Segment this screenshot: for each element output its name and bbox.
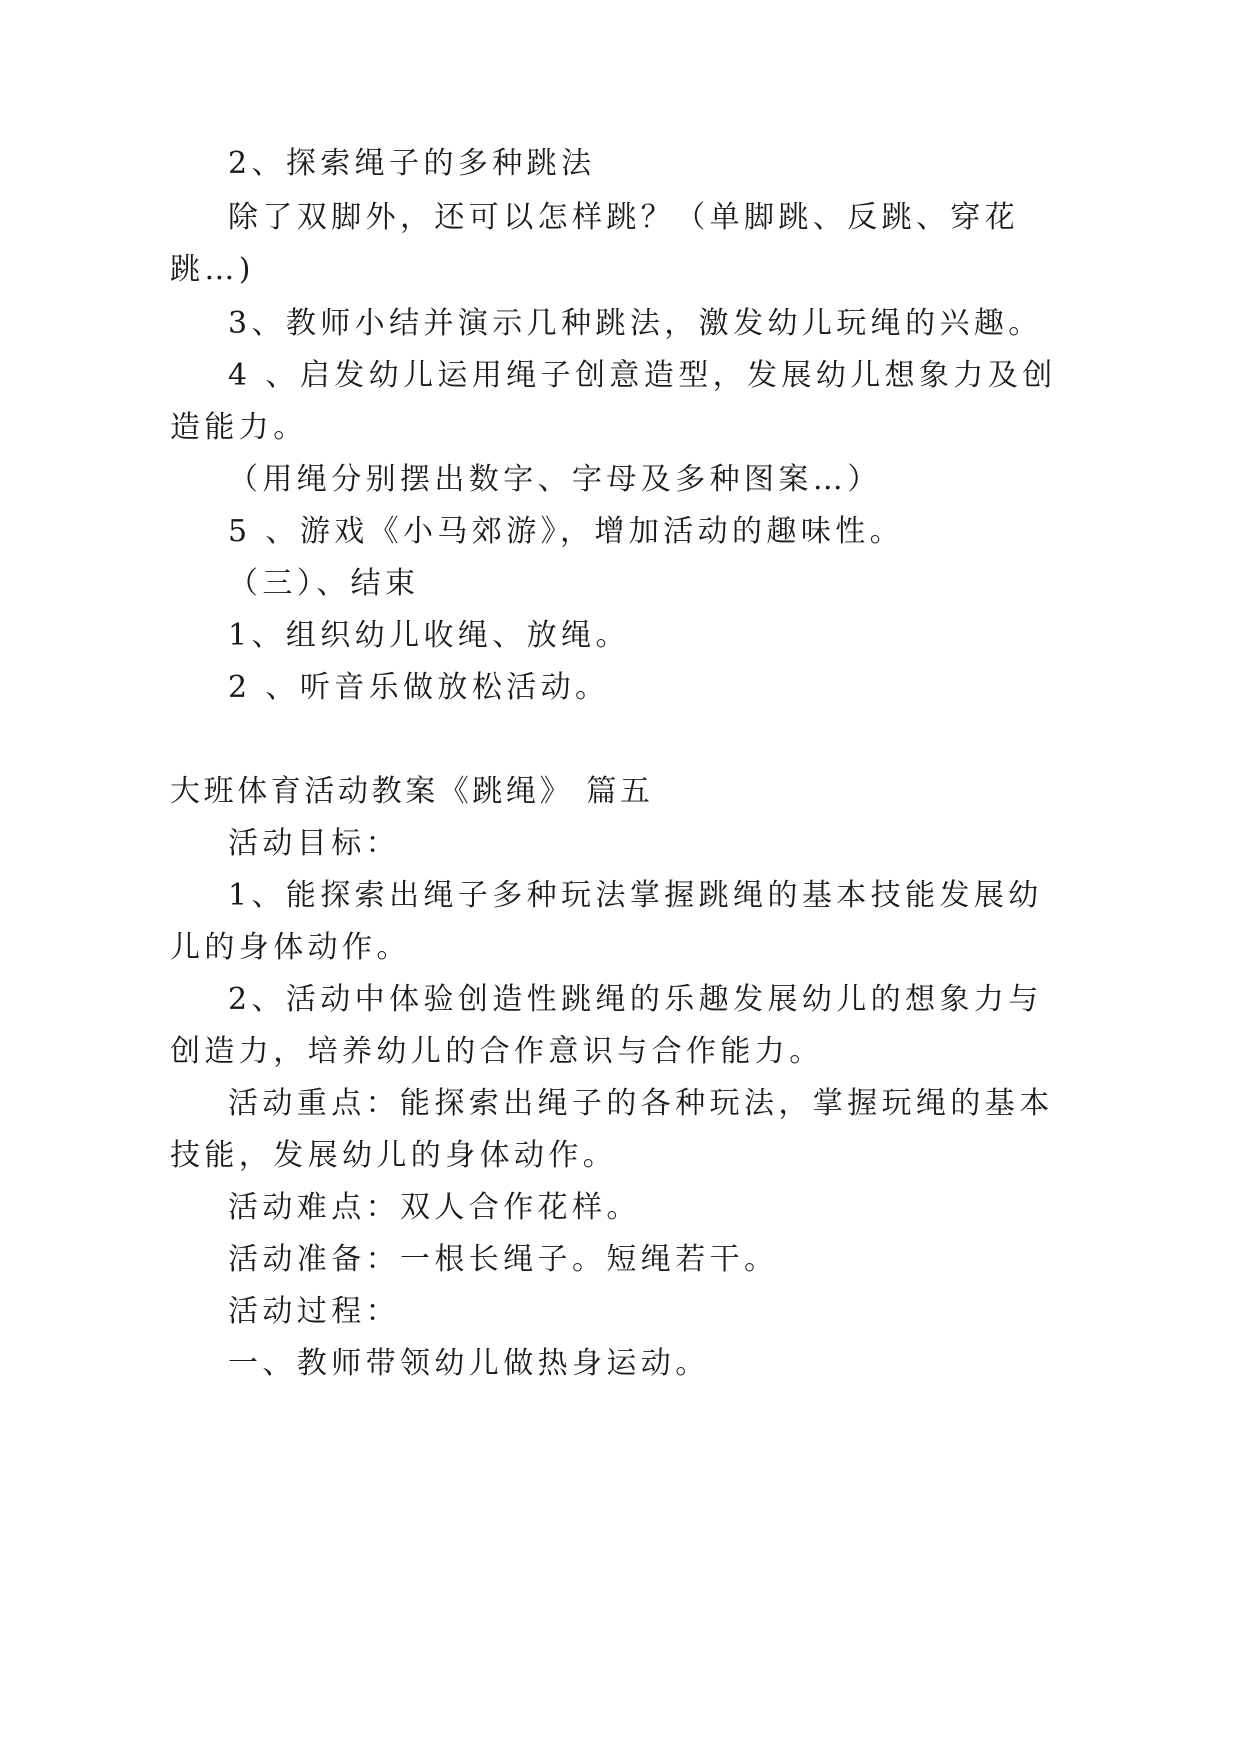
text-line: 技能，发展幼儿的身体动作。 bbox=[170, 1138, 618, 1173]
text-line: 2、探索绳子的多种跳法 bbox=[228, 146, 596, 181]
text-line: 活动难点：双人合作花样。 bbox=[228, 1190, 641, 1225]
text-line: 活动准备：一根长绳子。短绳若干。 bbox=[228, 1242, 779, 1277]
text-line: 跳…) bbox=[170, 252, 255, 287]
text-line: 儿的身体动作。 bbox=[170, 930, 411, 965]
text-line: 活动过程： bbox=[228, 1294, 400, 1329]
text-line: 1、组织幼儿收绳、放绳。 bbox=[228, 618, 630, 653]
text-line: 3、教师小结并演示几种跳法，激发幼儿玩绳的兴趣。 bbox=[228, 306, 1043, 341]
text-line: 5 、游戏《小马郊游》，增加活动的趣味性。 bbox=[228, 514, 905, 549]
text-line: 活动重点：能探索出绳子的各种玩法，掌握玩绳的基本 bbox=[228, 1086, 1054, 1121]
text-line: 2 、听音乐做放松活动。 bbox=[228, 670, 610, 705]
text-line: 1、能探索出绳子多种玩法掌握跳绳的基本技能发展幼 bbox=[228, 878, 1043, 913]
text-line: 活动目标： bbox=[228, 826, 400, 861]
text-line: （用绳分别摆出数字、字母及多种图案…） bbox=[228, 462, 882, 497]
text-line: 造能力。 bbox=[170, 410, 308, 445]
text-line: 除了双脚外，还可以怎样跳？（单脚跳、反跳、穿花 bbox=[228, 200, 1020, 235]
text-line: 一、教师带领幼儿做热身运动。 bbox=[228, 1346, 710, 1381]
text-line: 创造力，培养幼儿的合作意识与合作能力。 bbox=[170, 1034, 824, 1069]
text-line: 4 、启发幼儿运用绳子创意造型，发展幼儿想象力及创 bbox=[228, 358, 1057, 393]
text-line: （三）、结束 bbox=[228, 566, 420, 601]
section-heading: 大班体育活动教案《跳绳》 篇五 bbox=[170, 774, 654, 809]
text-line: 2、活动中体验创造性跳绳的乐趣发展幼儿的想象力与 bbox=[228, 982, 1043, 1017]
